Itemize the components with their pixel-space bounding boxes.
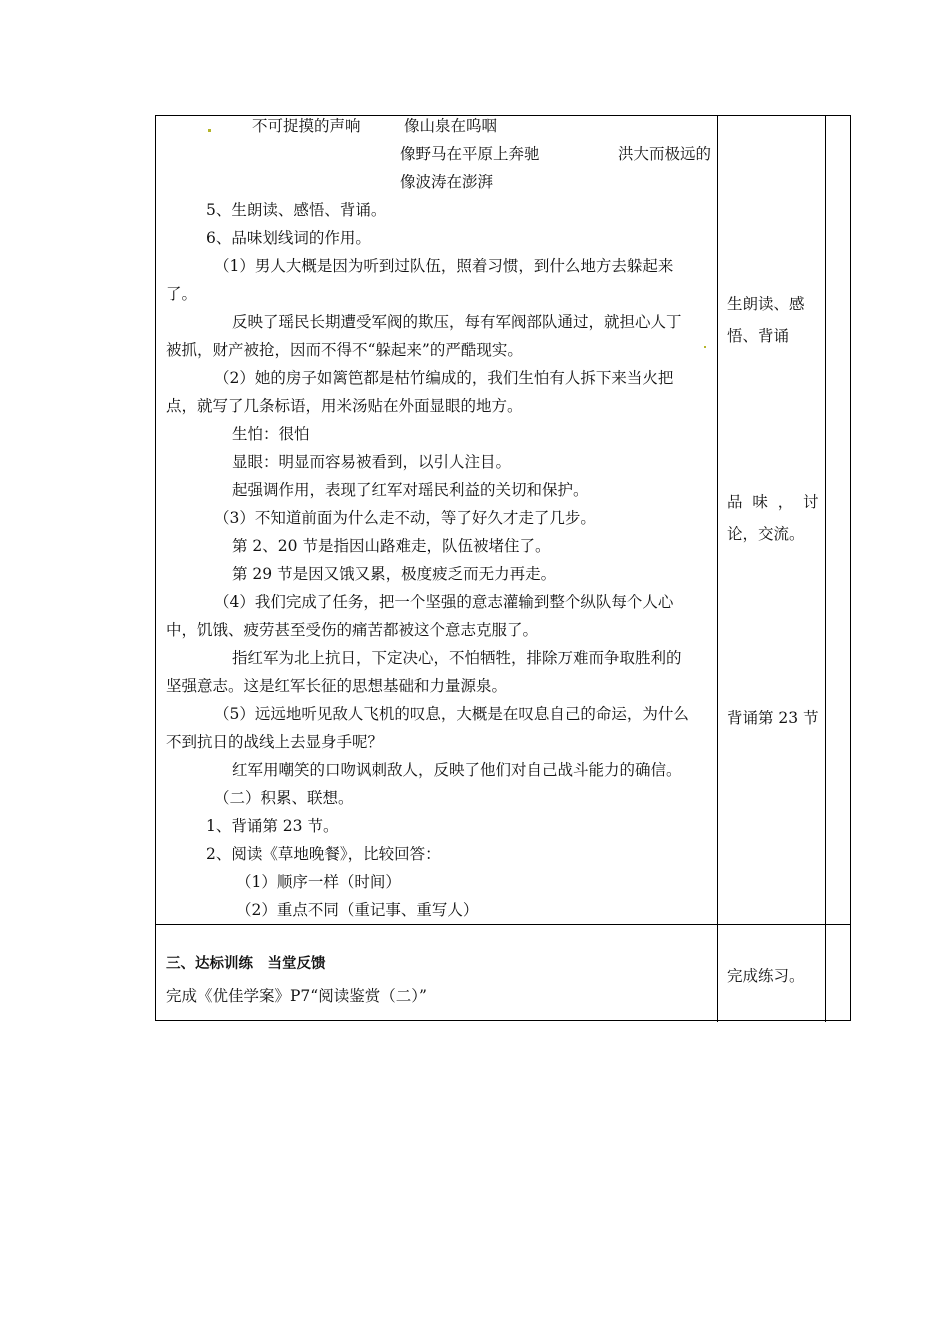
text-line: 反映了瑶民长期遭受军阀的欺压，每有军阀部队通过，就担心人丁 bbox=[232, 313, 682, 331]
poem-line: 像波涛在澎湃 bbox=[400, 173, 494, 191]
text-line: （2）她的房子如篱笆都是枯竹编成的，我们生怕有人拆下来当火把 bbox=[214, 369, 674, 387]
side-note: 完成练习。 bbox=[727, 967, 805, 985]
side-note: 生朗读、感 bbox=[727, 295, 805, 313]
text-line: （2）重点不同（重记事、重写人） bbox=[236, 901, 479, 919]
poem-line: 不可捉摸的声响 bbox=[252, 117, 361, 135]
side-note: 品 味 ， 讨 bbox=[727, 493, 819, 511]
text-line: 2、阅读《草地晚餐》，比较回答： bbox=[206, 845, 441, 863]
column-divider bbox=[825, 116, 826, 1022]
text-line: 显眼：明显而容易被看到，以引人注目。 bbox=[232, 453, 512, 471]
row-divider bbox=[156, 924, 850, 925]
text-line: （3）不知道前面为什么走不动，等了好久才走了几步。 bbox=[214, 509, 596, 527]
text-line: 生怕：很怕 bbox=[232, 425, 310, 443]
side-note: 悟、背诵 bbox=[727, 327, 790, 345]
section-heading: 三、达标训练 当堂反馈 bbox=[166, 956, 326, 972]
text-line: （1）男人大概是因为听到过队伍，照着习惯，到什么地方去躲起来 bbox=[214, 257, 674, 275]
poem-line: 像野马在平原上奔驰 bbox=[400, 145, 540, 163]
side-note: 论，交流。 bbox=[727, 525, 805, 543]
poem-line: 洪大而极远的 bbox=[618, 145, 712, 163]
side-note: 背诵第 23 节 bbox=[727, 709, 819, 727]
text-line: 坚强意志。这是红军长征的思想基础和力量源泉。 bbox=[166, 677, 508, 695]
section-text: 完成《优佳学案》P7“阅读鉴赏（二）” bbox=[166, 987, 427, 1005]
text-line: 6、品味划线词的作用。 bbox=[206, 229, 371, 247]
text-line: （4）我们完成了任务，把一个坚强的意志灌输到整个纵队每个人心 bbox=[214, 593, 674, 611]
poem-line: 像山泉在呜咽 bbox=[404, 117, 498, 135]
text-line: 1、背诵第 23 节。 bbox=[206, 817, 339, 835]
text-line: 了。 bbox=[166, 285, 198, 303]
text-line: （二）积累、联想。 bbox=[214, 789, 354, 807]
text-line: （1）顺序一样（时间） bbox=[236, 873, 401, 891]
text-line: 点，就写了几条标语，用米汤贴在外面显眼的地方。 bbox=[166, 397, 523, 415]
text-line: 起强调作用，表现了红军对瑶民利益的关切和保护。 bbox=[232, 481, 589, 499]
text-line: 红军用嘲笑的口吻讽刺敌人，反映了他们对自己战斗能力的确信。 bbox=[232, 761, 682, 779]
text-line: 中，饥饿、疲劳甚至受伤的痛苦都被这个意志克服了。 bbox=[166, 621, 539, 639]
text-line: 第 2、20 节是指因山路难走，队伍被堵住了。 bbox=[232, 537, 551, 555]
text-line: 不到抗日的战线上去显身手呢？ bbox=[166, 733, 384, 751]
text-line: 指红军为北上抗日，下定决心，不怕牺牲，排除万难而争取胜利的 bbox=[232, 649, 682, 667]
text-line: （5）远远地听见敌人飞机的叹息，大概是在叹息自己的命运，为什么 bbox=[214, 705, 689, 723]
column-divider bbox=[717, 116, 718, 1022]
text-line: 5、生朗读、感悟、背诵。 bbox=[206, 201, 387, 219]
bullet-dot bbox=[208, 129, 211, 132]
bullet-dot bbox=[704, 346, 706, 348]
text-line: 第 29 节是因又饿又累，极度疲乏而无力再走。 bbox=[232, 565, 557, 583]
lesson-table bbox=[155, 115, 851, 1021]
text-line: 被抓，财产被抢，因而不得不“躲起来”的严酷现实。 bbox=[166, 341, 523, 359]
